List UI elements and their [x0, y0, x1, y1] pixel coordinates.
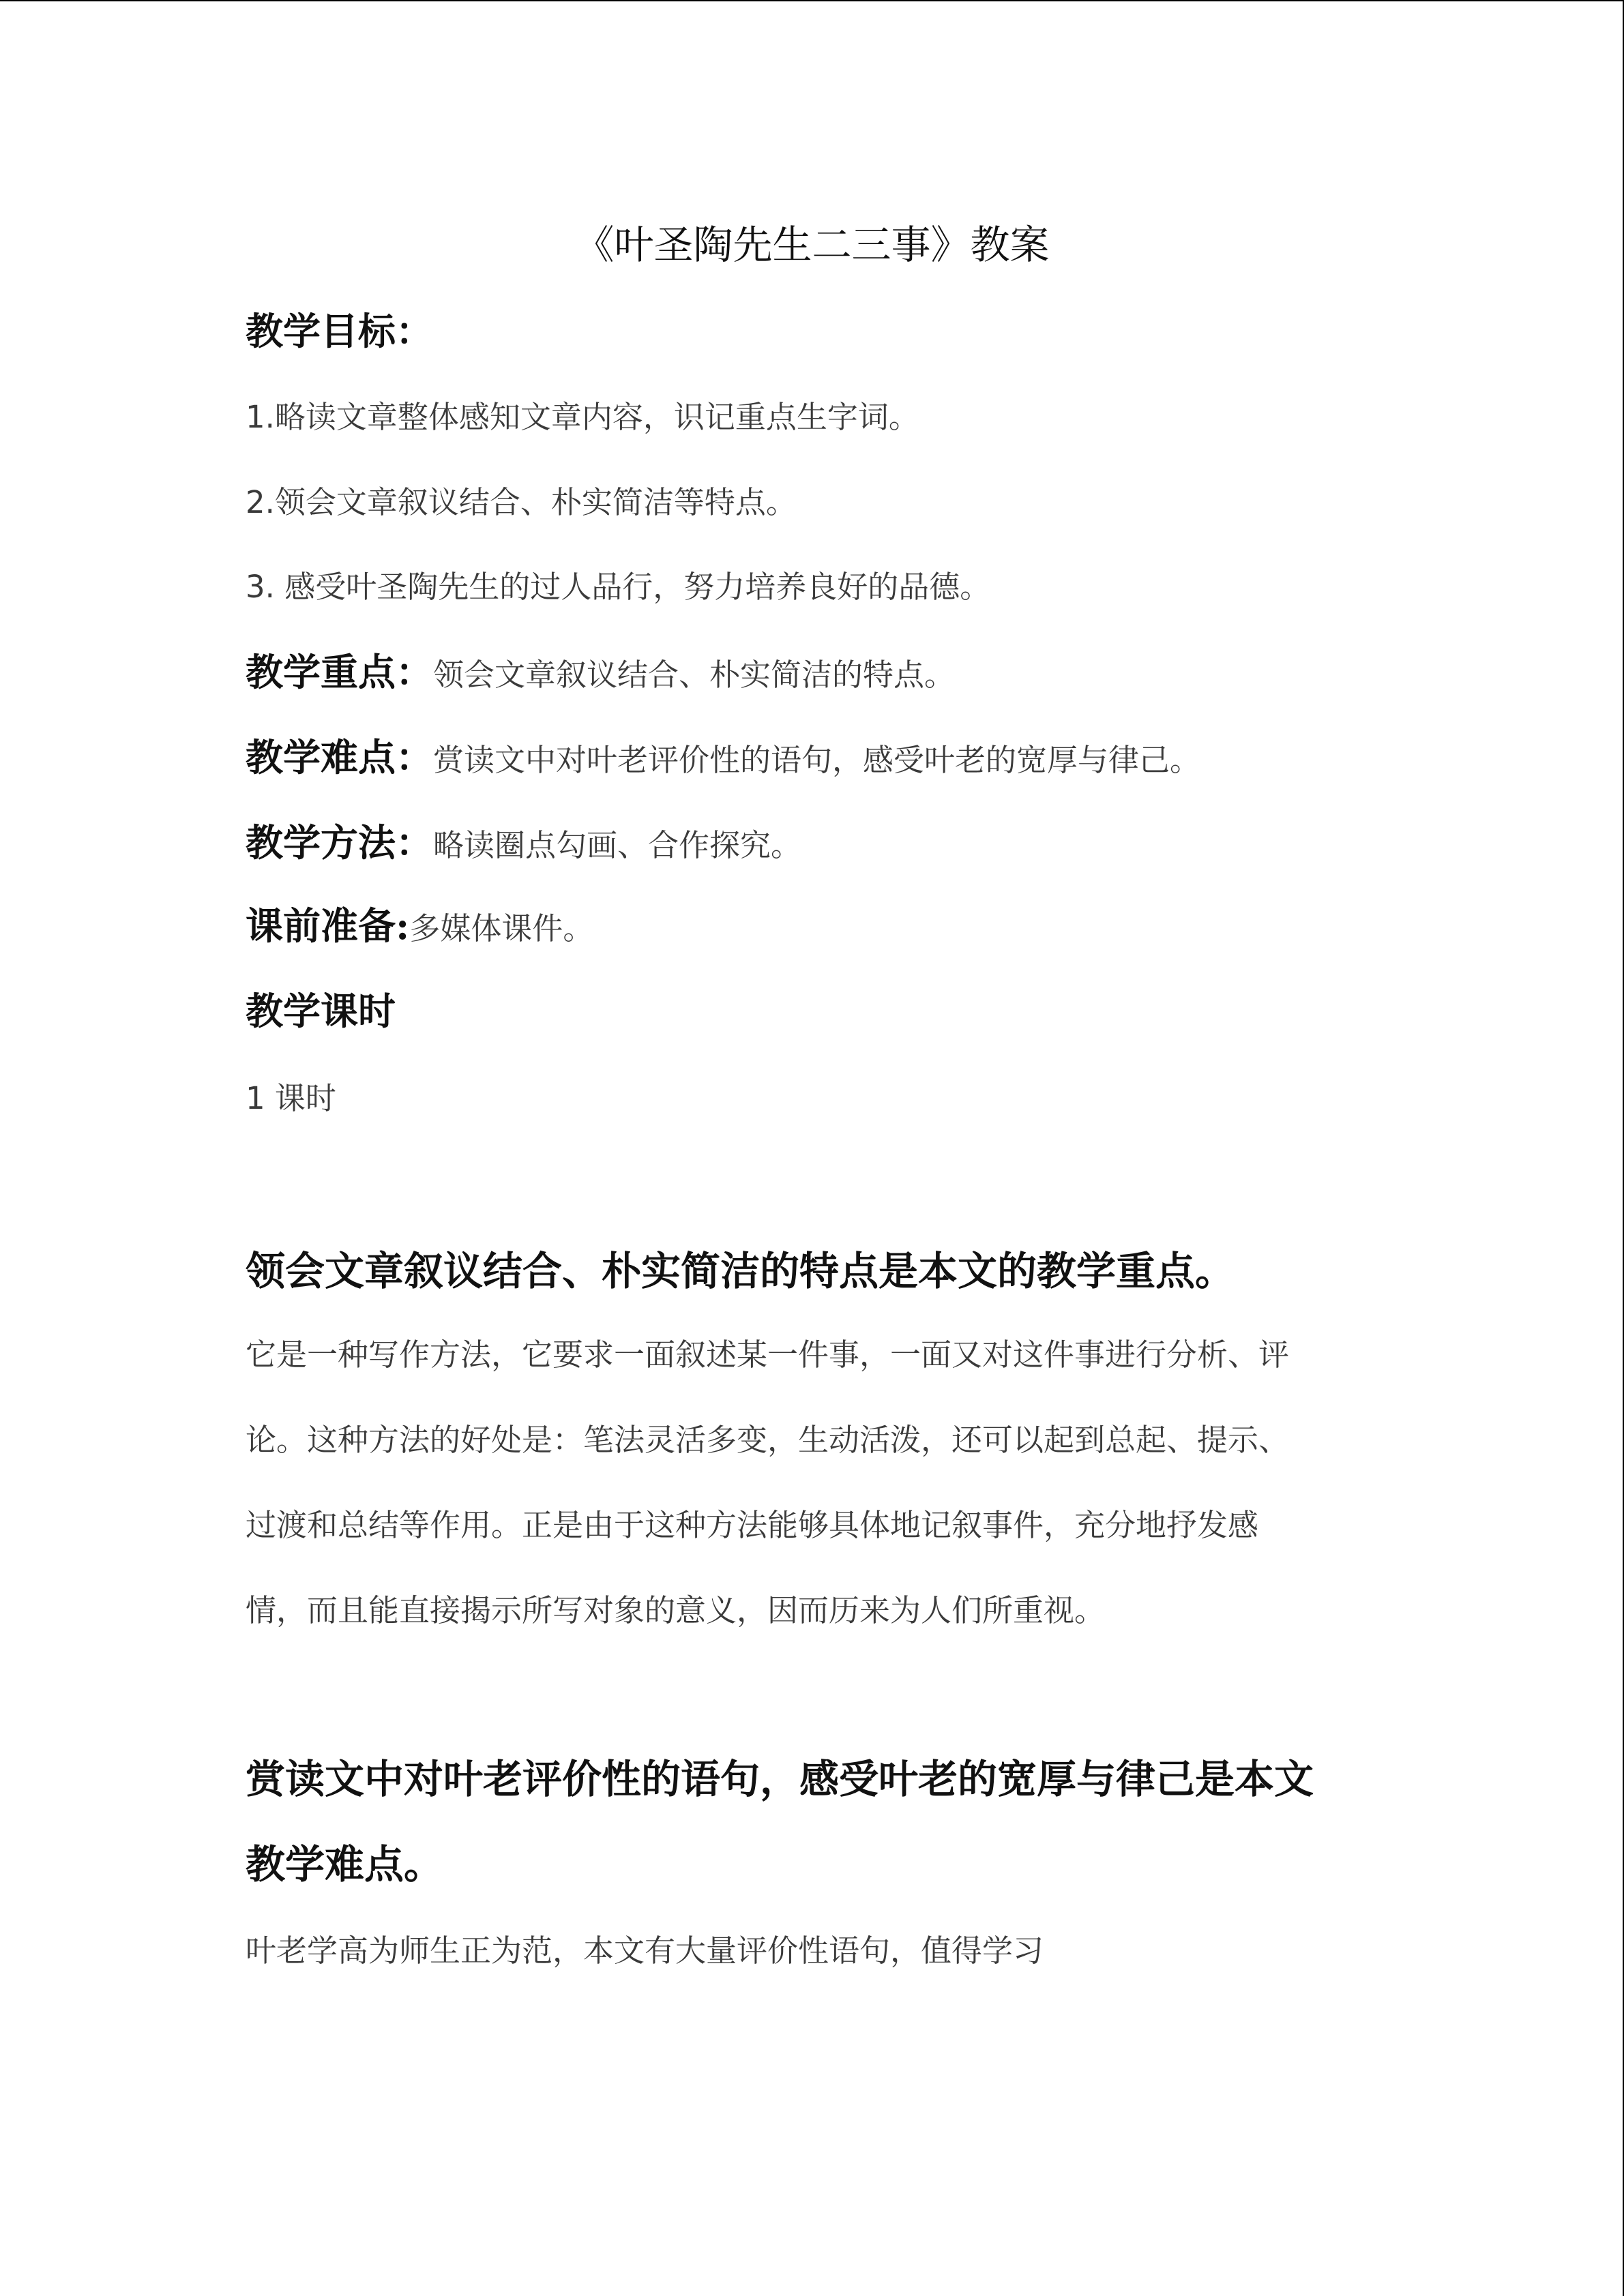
- difficulty-line: [246, 728, 1200, 781]
- method-text: 略读圈点勾画、合作探究。: [433, 827, 802, 863]
- key-point-label: 教学重点：: [246, 650, 434, 694]
- section-heading-continued: 教学难点。: [246, 1841, 444, 1888]
- key-point-text: 领会文章叙议结合、朴实简洁的特点。: [433, 657, 956, 693]
- section-heading: 赏读文中对叶老评价性的语句，感受叶老的宽厚与律己是本文: [246, 1756, 1314, 1802]
- paragraph-line: 叶老学高为师生正为范，本文有大量评价性语句，值得学习: [246, 1933, 1044, 1969]
- objective-item: 2.领会文章叙议结合、朴实简洁等特点。: [246, 484, 797, 520]
- periods-heading: 教学课时: [246, 989, 396, 1033]
- objective-item: 3. 感受叶圣陶先生的过人品行，努力培养良好的品德。: [246, 569, 991, 605]
- method-label: 教学方法：: [246, 820, 434, 865]
- preparation-label: 课前准备:: [246, 904, 410, 948]
- document-title: 《叶圣陶先生二三事》教案: [574, 222, 1050, 268]
- paragraph-line: 论。这种方法的好处是：笔法灵活多变，生动活泼，还可以起到总起、提示、: [246, 1422, 1290, 1458]
- key-point-line: [246, 642, 955, 696]
- preparation-text: 多媒体课件。: [409, 910, 594, 946]
- difficulty-label: 教学难点：: [246, 735, 434, 779]
- method-line: [246, 813, 801, 867]
- objective-item: 1.略读文章整体感知文章内容，识记重点生字词。: [246, 399, 919, 435]
- paragraph-line: 过渡和总结等作用。正是由于这种方法能够具体地记叙事件，充分地抒发感: [246, 1507, 1259, 1543]
- difficulty-text: 赏读文中对叶老评价性的语句，感受叶老的宽厚与律己。: [433, 742, 1201, 778]
- periods-text: 1 课时: [246, 1080, 336, 1116]
- paragraph-line: 情，而且能直接揭示所写对象的意义，因而历来为人们所重视。: [246, 1592, 1106, 1628]
- paragraph-line: 它是一种写作方法，它要求一面叙述某一件事，一面又对这件事进行分析、评: [246, 1337, 1290, 1373]
- preparation-line: [246, 896, 593, 950]
- objectives-heading: 教学目标：: [246, 309, 434, 353]
- section-heading: 领会文章叙议结合、朴实简洁的特点是本文的教学重点。: [246, 1248, 1235, 1294]
